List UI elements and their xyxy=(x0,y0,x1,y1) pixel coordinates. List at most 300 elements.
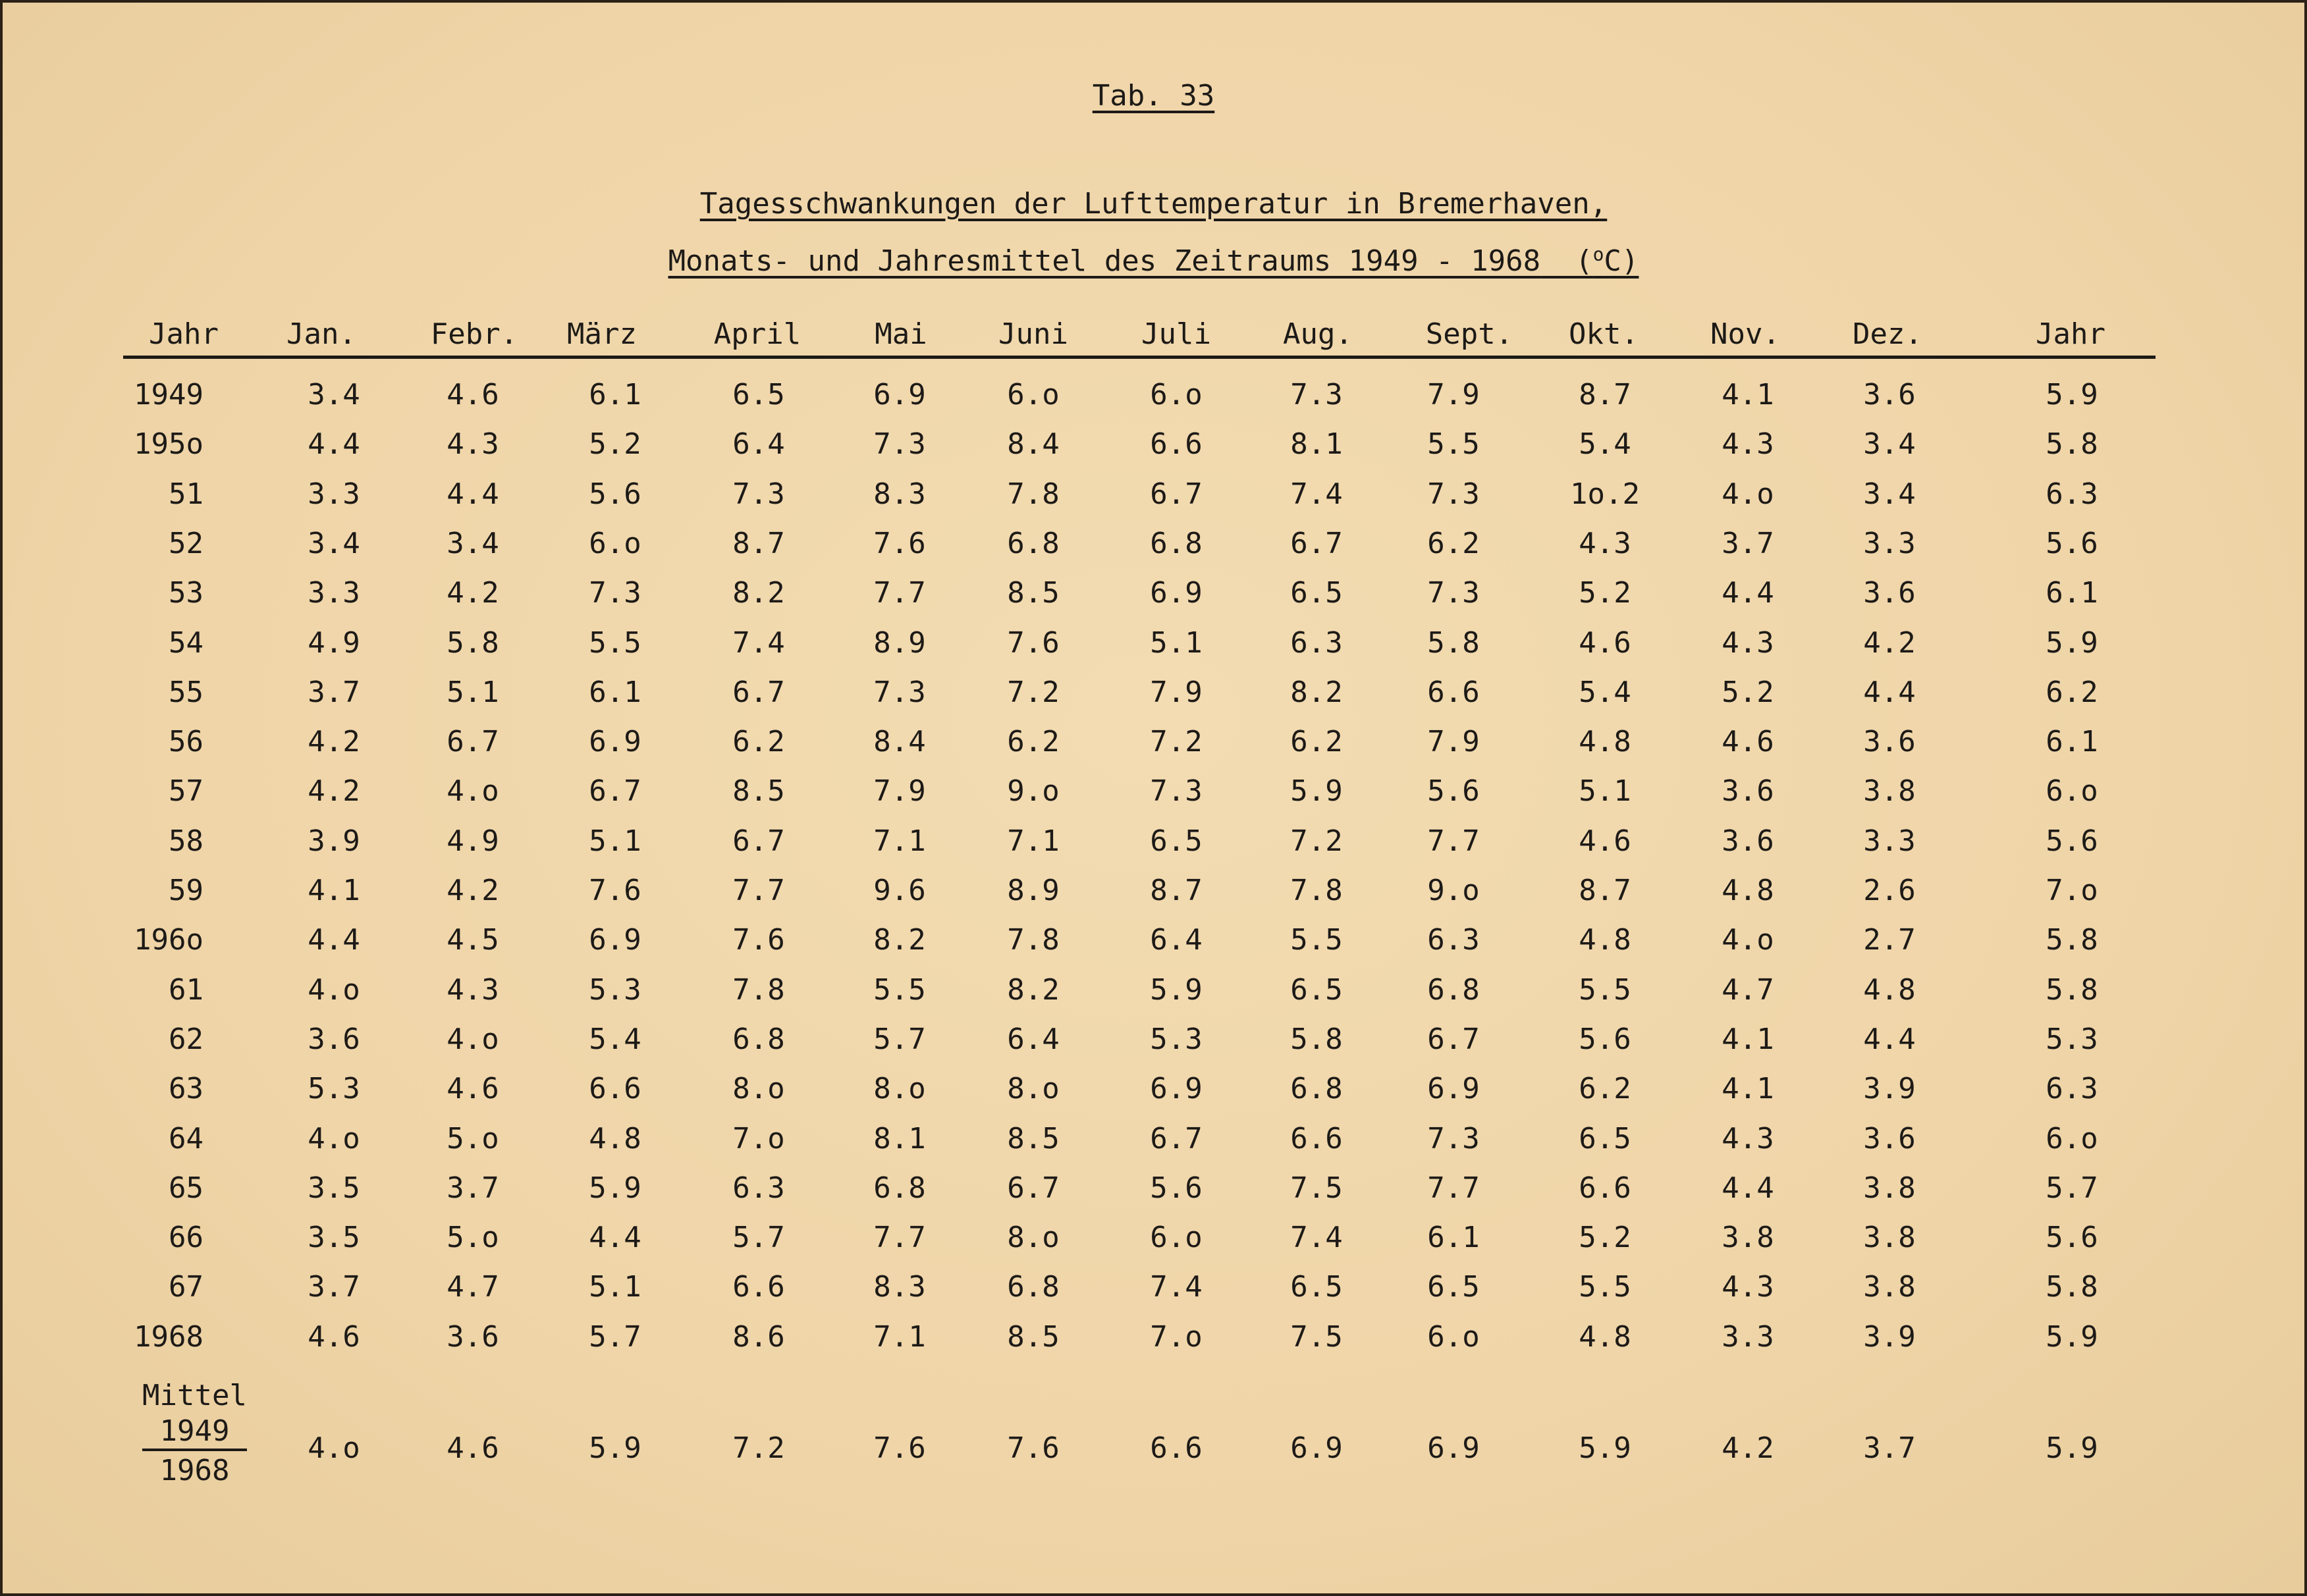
value-cell: 8.5 xyxy=(732,774,785,808)
value-cell: 6.6 xyxy=(1290,1122,1343,1156)
value-cell: 5.6 xyxy=(1427,774,1480,808)
year-cell: 57 xyxy=(169,774,204,808)
value-cell: 7.2 xyxy=(1007,676,1060,709)
degree-sign: o xyxy=(1592,243,1604,265)
value-cell: 8.5 xyxy=(1007,1122,1060,1156)
value-cell: 4.8 xyxy=(1722,874,1774,907)
value-cell: 3.6 xyxy=(1863,725,1916,758)
value-cell: 5.6 xyxy=(2046,527,2098,560)
value-cell: 8.4 xyxy=(873,725,926,758)
value-cell: 3.7 xyxy=(308,676,360,709)
header-cell: Sept. xyxy=(1425,317,1513,351)
value-cell: 3.8 xyxy=(1863,774,1916,808)
value-cell: 4.8 xyxy=(589,1122,641,1156)
value-cell: 6.9 xyxy=(1150,1072,1203,1105)
mittel-value-cell: 4.o xyxy=(308,1431,360,1465)
value-cell: 6.o xyxy=(1150,1221,1203,1254)
value-cell: 4.3 xyxy=(1722,1270,1774,1304)
mittel-value-cell: 5.9 xyxy=(2046,1431,2098,1465)
header-cell: Juli xyxy=(1141,317,1211,351)
value-cell: 6.3 xyxy=(2046,1072,2098,1105)
value-cell: 3.3 xyxy=(1863,824,1916,858)
value-cell: 7.6 xyxy=(873,527,926,560)
header-cell: Jahr xyxy=(149,317,219,351)
value-cell: 5.4 xyxy=(1579,676,1631,709)
header-cell: Nov. xyxy=(1710,317,1780,351)
value-cell: 5.8 xyxy=(1427,626,1480,660)
value-cell: 7.1 xyxy=(873,1320,926,1354)
value-cell: 3.3 xyxy=(308,576,360,610)
value-cell: 7.3 xyxy=(1427,576,1480,610)
value-cell: 8.5 xyxy=(1007,1320,1060,1354)
value-cell: 6.5 xyxy=(1290,1270,1343,1304)
year-cell: 65 xyxy=(169,1171,204,1205)
value-cell: 7.9 xyxy=(1427,725,1480,758)
value-cell: 6.o xyxy=(1007,378,1060,412)
mittel-value-cell: 5.9 xyxy=(589,1431,641,1465)
value-cell: 7.5 xyxy=(1290,1171,1343,1205)
value-cell: 5.2 xyxy=(1579,1221,1631,1254)
value-cell: 9.o xyxy=(1007,774,1060,808)
value-cell: 4.1 xyxy=(308,874,360,907)
value-cell: 7.7 xyxy=(1427,824,1480,858)
value-cell: 3.5 xyxy=(308,1221,360,1254)
value-cell: 3.7 xyxy=(447,1171,499,1205)
year-cell: 196o xyxy=(134,923,204,957)
value-cell: 8.9 xyxy=(873,626,926,660)
value-cell: 7.3 xyxy=(1150,774,1203,808)
value-cell: 4.6 xyxy=(1579,626,1631,660)
value-cell: 4.2 xyxy=(308,774,360,808)
value-cell: 6.5 xyxy=(1579,1122,1631,1156)
value-cell: 7.o xyxy=(2046,874,2098,907)
value-cell: 4.3 xyxy=(1579,527,1631,560)
value-cell: 5.9 xyxy=(2046,626,2098,660)
value-cell: 7.3 xyxy=(873,676,926,709)
value-cell: 4.o xyxy=(308,973,360,1007)
value-cell: 4.2 xyxy=(447,576,499,610)
value-cell: 4.2 xyxy=(1863,626,1916,660)
year-cell: 53 xyxy=(169,576,204,610)
value-cell: 6.5 xyxy=(1290,576,1343,610)
value-cell: 5.7 xyxy=(589,1320,641,1354)
value-cell: 4.8 xyxy=(1579,923,1631,957)
table-title-line-2: Monats- und Jahresmittel des Zeitraums 1949 - 1968 ($^o$C) xyxy=(668,243,1639,278)
value-cell: 6.o xyxy=(2046,774,2098,808)
value-cell: 6.4 xyxy=(1007,1023,1060,1056)
value-cell: 6.9 xyxy=(589,725,641,758)
value-cell: 8.5 xyxy=(1007,576,1060,610)
value-cell: 6.8 xyxy=(1290,1072,1343,1105)
value-cell: 4.2 xyxy=(308,725,360,758)
value-cell: 6.3 xyxy=(2046,477,2098,511)
value-cell: 7.4 xyxy=(1290,1221,1343,1254)
value-cell: 5.9 xyxy=(1290,774,1343,808)
value-cell: 6.2 xyxy=(2046,676,2098,709)
unit-letter: C xyxy=(1604,244,1621,278)
value-cell: 6.7 xyxy=(589,774,641,808)
value-cell: 3.3 xyxy=(308,477,360,511)
value-cell: 5.4 xyxy=(1579,427,1631,461)
value-cell: 6.2 xyxy=(1007,725,1060,758)
mittel-label xyxy=(142,1377,247,1491)
value-cell: 3.9 xyxy=(308,824,360,858)
value-cell: 6.1 xyxy=(2046,576,2098,610)
value-cell: 8.9 xyxy=(1007,874,1060,907)
value-cell: 8.7 xyxy=(1579,874,1631,907)
value-cell: 6.6 xyxy=(1150,427,1203,461)
value-cell: 3.3 xyxy=(1722,1320,1774,1354)
value-cell: 4.3 xyxy=(1722,427,1774,461)
value-cell: 5.5 xyxy=(589,626,641,660)
value-cell: 3.4 xyxy=(308,527,360,560)
value-cell: 6.1 xyxy=(1427,1221,1480,1254)
value-cell: 8.4 xyxy=(1007,427,1060,461)
value-cell: 5.2 xyxy=(589,427,641,461)
value-cell: 7.9 xyxy=(873,774,926,808)
value-cell: 8.1 xyxy=(1290,427,1343,461)
value-cell: 7.4 xyxy=(732,626,785,660)
value-cell: 6.o xyxy=(1427,1320,1480,1354)
value-cell: 2.6 xyxy=(1863,874,1916,907)
value-cell: 5.2 xyxy=(1722,676,1774,709)
year-cell: 55 xyxy=(169,676,204,709)
value-cell: 3.5 xyxy=(308,1171,360,1205)
value-cell: 3.8 xyxy=(1863,1270,1916,1304)
value-cell: 4.6 xyxy=(1722,725,1774,758)
value-cell: 4.4 xyxy=(308,923,360,957)
mittel-value-cell: 4.6 xyxy=(447,1431,499,1465)
value-cell: 6.2 xyxy=(1579,1072,1631,1105)
value-cell: 4.1 xyxy=(1722,1072,1774,1105)
table-number: Tab. 33 xyxy=(1092,79,1215,113)
value-cell: 8.2 xyxy=(873,923,926,957)
value-cell: 3.9 xyxy=(1863,1072,1916,1105)
value-cell: 5.6 xyxy=(589,477,641,511)
value-cell: 6.4 xyxy=(1150,923,1203,957)
value-cell: 5.7 xyxy=(732,1221,785,1254)
value-cell: 6.5 xyxy=(1427,1270,1480,1304)
value-cell: 6.7 xyxy=(1290,527,1343,560)
value-cell: 5.8 xyxy=(2046,1270,2098,1304)
value-cell: 6.7 xyxy=(732,676,785,709)
value-cell: 5.9 xyxy=(589,1171,641,1205)
value-cell: 6.3 xyxy=(732,1171,785,1205)
header-cell: Juni xyxy=(998,317,1068,351)
value-cell: 7.7 xyxy=(732,874,785,907)
value-cell: 9.o xyxy=(1427,874,1480,907)
value-cell: 3.6 xyxy=(447,1320,499,1354)
value-cell: 6.9 xyxy=(589,923,641,957)
mittel-from-year: 1949 xyxy=(142,1414,247,1451)
value-cell: 6.5 xyxy=(732,378,785,412)
value-cell: 6.7 xyxy=(732,824,785,858)
value-cell: 3.7 xyxy=(308,1270,360,1304)
value-cell: 4.o xyxy=(308,1122,360,1156)
value-cell: 5.5 xyxy=(1579,1270,1631,1304)
value-cell: 7.o xyxy=(1150,1320,1203,1354)
value-cell: 6.8 xyxy=(873,1171,926,1205)
value-cell: 6.6 xyxy=(1579,1171,1631,1205)
value-cell: 8.o xyxy=(1007,1072,1060,1105)
value-cell: 8.o xyxy=(732,1072,785,1105)
value-cell: 7.2 xyxy=(1290,824,1343,858)
year-cell: 64 xyxy=(169,1122,204,1156)
year-cell: 1949 xyxy=(134,378,204,412)
value-cell: 6.5 xyxy=(1290,973,1343,1007)
value-cell: 4.o xyxy=(1722,477,1774,511)
year-cell: 67 xyxy=(169,1270,204,1304)
value-cell: 5.5 xyxy=(1290,923,1343,957)
value-cell: 3.6 xyxy=(308,1023,360,1056)
value-cell: 4.6 xyxy=(1579,824,1631,858)
year-cell: 58 xyxy=(169,824,204,858)
value-cell: 6.7 xyxy=(447,725,499,758)
value-cell: 5.o xyxy=(447,1122,499,1156)
value-cell: 3.6 xyxy=(1863,378,1916,412)
value-cell: 5.1 xyxy=(589,824,641,858)
value-cell: 6.7 xyxy=(1150,477,1203,511)
value-cell: 3.7 xyxy=(1722,527,1774,560)
value-cell: 8.o xyxy=(873,1072,926,1105)
value-cell: 7.4 xyxy=(1290,477,1343,511)
table-title-line-1: Tagesschwankungen der Lufttemperatur in Bremerhaven, xyxy=(699,187,1608,221)
value-cell: 8.2 xyxy=(1290,676,1343,709)
value-cell: 4.6 xyxy=(447,378,499,412)
value-cell: 6.9 xyxy=(1427,1072,1480,1105)
value-cell: 7.4 xyxy=(1150,1270,1203,1304)
value-cell: 5.8 xyxy=(2046,427,2098,461)
value-cell: 5.9 xyxy=(2046,378,2098,412)
value-cell: 5.1 xyxy=(1150,626,1203,660)
value-cell: 2.7 xyxy=(1863,923,1916,957)
value-cell: 4.7 xyxy=(447,1270,499,1304)
value-cell: 4.o xyxy=(447,774,499,808)
value-cell: 7.3 xyxy=(732,477,785,511)
year-cell: 62 xyxy=(169,1023,204,1056)
value-cell: 8.2 xyxy=(732,576,785,610)
value-cell: 7.8 xyxy=(1290,874,1343,907)
value-cell: 5.9 xyxy=(2046,1320,2098,1354)
value-cell: 5.6 xyxy=(2046,824,2098,858)
value-cell: 3.6 xyxy=(1863,576,1916,610)
value-cell: 7.7 xyxy=(873,1221,926,1254)
value-cell: 1o.2 xyxy=(1570,477,1640,511)
value-cell: 7.6 xyxy=(589,874,641,907)
value-cell: 5.6 xyxy=(1579,1023,1631,1056)
value-cell: 4.3 xyxy=(1722,1122,1774,1156)
value-cell: 5.6 xyxy=(1150,1171,1203,1205)
value-cell: 4.1 xyxy=(1722,1023,1774,1056)
value-cell: 4.6 xyxy=(447,1072,499,1105)
value-cell: 5.9 xyxy=(1150,973,1203,1007)
mittel-value-cell: 3.7 xyxy=(1863,1431,1916,1465)
value-cell: 5.6 xyxy=(2046,1221,2098,1254)
value-cell: 7.7 xyxy=(873,576,926,610)
value-cell: 4.4 xyxy=(1863,676,1916,709)
year-cell: 54 xyxy=(169,626,204,660)
value-cell: 5.3 xyxy=(1150,1023,1203,1056)
header-cell: Jahr xyxy=(2036,317,2105,351)
value-cell: 5.3 xyxy=(589,973,641,1007)
value-cell: 8.3 xyxy=(873,477,926,511)
mittel-value-cell: 4.2 xyxy=(1722,1431,1774,1465)
value-cell: 4.3 xyxy=(1722,626,1774,660)
value-cell: 8.o xyxy=(1007,1221,1060,1254)
value-cell: 6.1 xyxy=(2046,725,2098,758)
value-cell: 8.7 xyxy=(1579,378,1631,412)
value-cell: 7.3 xyxy=(873,427,926,461)
value-cell: 6.8 xyxy=(1150,527,1203,560)
value-cell: 6.2 xyxy=(732,725,785,758)
value-cell: 5.5 xyxy=(873,973,926,1007)
value-cell: 5.1 xyxy=(447,676,499,709)
value-cell: 4.o xyxy=(447,1023,499,1056)
value-cell: 6.9 xyxy=(1150,576,1203,610)
mittel-word: Mittel xyxy=(142,1379,247,1412)
year-cell: 59 xyxy=(169,874,204,907)
value-cell: 7.3 xyxy=(1290,378,1343,412)
value-cell: 6.3 xyxy=(1290,626,1343,660)
value-cell: 6.8 xyxy=(1007,527,1060,560)
value-cell: 4.6 xyxy=(308,1320,360,1354)
value-cell: 7.6 xyxy=(732,923,785,957)
value-cell: 7.9 xyxy=(1427,378,1480,412)
value-cell: 8.7 xyxy=(1150,874,1203,907)
value-cell: 7.8 xyxy=(732,973,785,1007)
mittel-value-cell: 6.9 xyxy=(1427,1431,1480,1465)
value-cell: 6.1 xyxy=(589,378,641,412)
value-cell: 6.8 xyxy=(1007,1270,1060,1304)
value-cell: 5.8 xyxy=(2046,923,2098,957)
value-cell: 7.2 xyxy=(1150,725,1203,758)
year-cell: 63 xyxy=(169,1072,204,1105)
value-cell: 6.6 xyxy=(732,1270,785,1304)
header-cell: Aug. xyxy=(1283,317,1353,351)
value-cell: 6.8 xyxy=(732,1023,785,1056)
year-cell: 195o xyxy=(134,427,204,461)
value-cell: 7.3 xyxy=(589,576,641,610)
mittel-to-year: 1968 xyxy=(159,1454,230,1487)
value-cell: 5.3 xyxy=(2046,1023,2098,1056)
value-cell: 4.3 xyxy=(447,973,499,1007)
year-cell: 61 xyxy=(169,973,204,1007)
value-cell: 4.3 xyxy=(447,427,499,461)
value-cell: 8.7 xyxy=(732,527,785,560)
header-cell: April xyxy=(713,317,801,351)
value-cell: 4.4 xyxy=(447,477,499,511)
value-cell: 6.4 xyxy=(732,427,785,461)
value-cell: 5.5 xyxy=(1579,973,1631,1007)
value-cell: 7.6 xyxy=(1007,626,1060,660)
value-cell: 3.4 xyxy=(447,527,499,560)
header-cell: Mai xyxy=(875,317,927,351)
value-cell: 4.9 xyxy=(308,626,360,660)
value-cell: 6.o xyxy=(2046,1122,2098,1156)
value-cell: 7.o xyxy=(732,1122,785,1156)
value-cell: 6.6 xyxy=(589,1072,641,1105)
value-cell: 8.1 xyxy=(873,1122,926,1156)
value-cell: 5.o xyxy=(447,1221,499,1254)
value-cell: 5.7 xyxy=(873,1023,926,1056)
value-cell: 6.2 xyxy=(1290,725,1343,758)
value-cell: 5.3 xyxy=(308,1072,360,1105)
value-cell: 4.8 xyxy=(1579,1320,1631,1354)
value-cell: 3.4 xyxy=(1863,427,1916,461)
value-cell: 7.9 xyxy=(1150,676,1203,709)
value-cell: 5.7 xyxy=(2046,1171,2098,1205)
value-cell: 3.3 xyxy=(1863,527,1916,560)
value-cell: 4.4 xyxy=(308,427,360,461)
value-cell: 3.4 xyxy=(1863,477,1916,511)
mittel-value-cell: 7.2 xyxy=(732,1431,785,1465)
value-cell: 7.3 xyxy=(1427,477,1480,511)
value-cell: 3.6 xyxy=(1722,824,1774,858)
value-cell: 3.8 xyxy=(1863,1221,1916,1254)
value-cell: 9.6 xyxy=(873,874,926,907)
year-cell: 51 xyxy=(169,477,204,511)
value-cell: 6.7 xyxy=(1150,1122,1203,1156)
value-cell: 4.1 xyxy=(1722,378,1774,412)
value-cell: 6.8 xyxy=(1427,973,1480,1007)
value-cell: 6.7 xyxy=(1427,1023,1480,1056)
value-cell: 5.1 xyxy=(1579,774,1631,808)
value-cell: 3.8 xyxy=(1863,1171,1916,1205)
value-cell: 7.1 xyxy=(1007,824,1060,858)
value-cell: 6.5 xyxy=(1150,824,1203,858)
header-cell: Dez. xyxy=(1853,317,1922,351)
value-cell: 7.8 xyxy=(1007,477,1060,511)
value-cell: 7.3 xyxy=(1427,1122,1480,1156)
header-cell: Febr. xyxy=(430,317,518,351)
value-cell: 6.6 xyxy=(1427,676,1480,709)
value-cell: 5.4 xyxy=(589,1023,641,1056)
title-text: Monats- und Jahresmittel des Zeitraums 1949 - 1968 xyxy=(668,244,1541,278)
year-cell: 56 xyxy=(169,725,204,758)
value-cell: 4.4 xyxy=(1722,576,1774,610)
value-cell: 5.8 xyxy=(2046,973,2098,1007)
value-cell: 8.2 xyxy=(1007,973,1060,1007)
value-cell: 5.2 xyxy=(1579,576,1631,610)
header-cell: März xyxy=(567,317,637,351)
value-cell: 6.2 xyxy=(1427,527,1480,560)
value-cell: 4.o xyxy=(1722,923,1774,957)
value-cell: 6.o xyxy=(589,527,641,560)
year-cell: 66 xyxy=(169,1221,204,1254)
value-cell: 4.7 xyxy=(1722,973,1774,1007)
value-cell: 6.1 xyxy=(589,676,641,709)
header-rule xyxy=(123,356,2156,359)
value-cell: 6.9 xyxy=(873,378,926,412)
value-cell: 7.5 xyxy=(1290,1320,1343,1354)
value-cell: 4.4 xyxy=(1722,1171,1774,1205)
value-cell: 7.1 xyxy=(873,824,926,858)
mittel-value-cell: 5.9 xyxy=(1579,1431,1631,1465)
value-cell: 4.8 xyxy=(1863,973,1916,1007)
value-cell: 5.8 xyxy=(1290,1023,1343,1056)
value-cell: 6.7 xyxy=(1007,1171,1060,1205)
mittel-value-cell: 7.6 xyxy=(1007,1431,1060,1465)
value-cell: 6.3 xyxy=(1427,923,1480,957)
value-cell: 4.9 xyxy=(447,824,499,858)
value-cell: 8.3 xyxy=(873,1270,926,1304)
mittel-value-cell: 6.6 xyxy=(1150,1431,1203,1465)
header-cell: Jan. xyxy=(286,317,356,351)
document-page xyxy=(3,3,2304,1593)
value-cell: 3.4 xyxy=(308,378,360,412)
header-cell: Okt. xyxy=(1569,317,1639,351)
year-cell: 52 xyxy=(169,527,204,560)
